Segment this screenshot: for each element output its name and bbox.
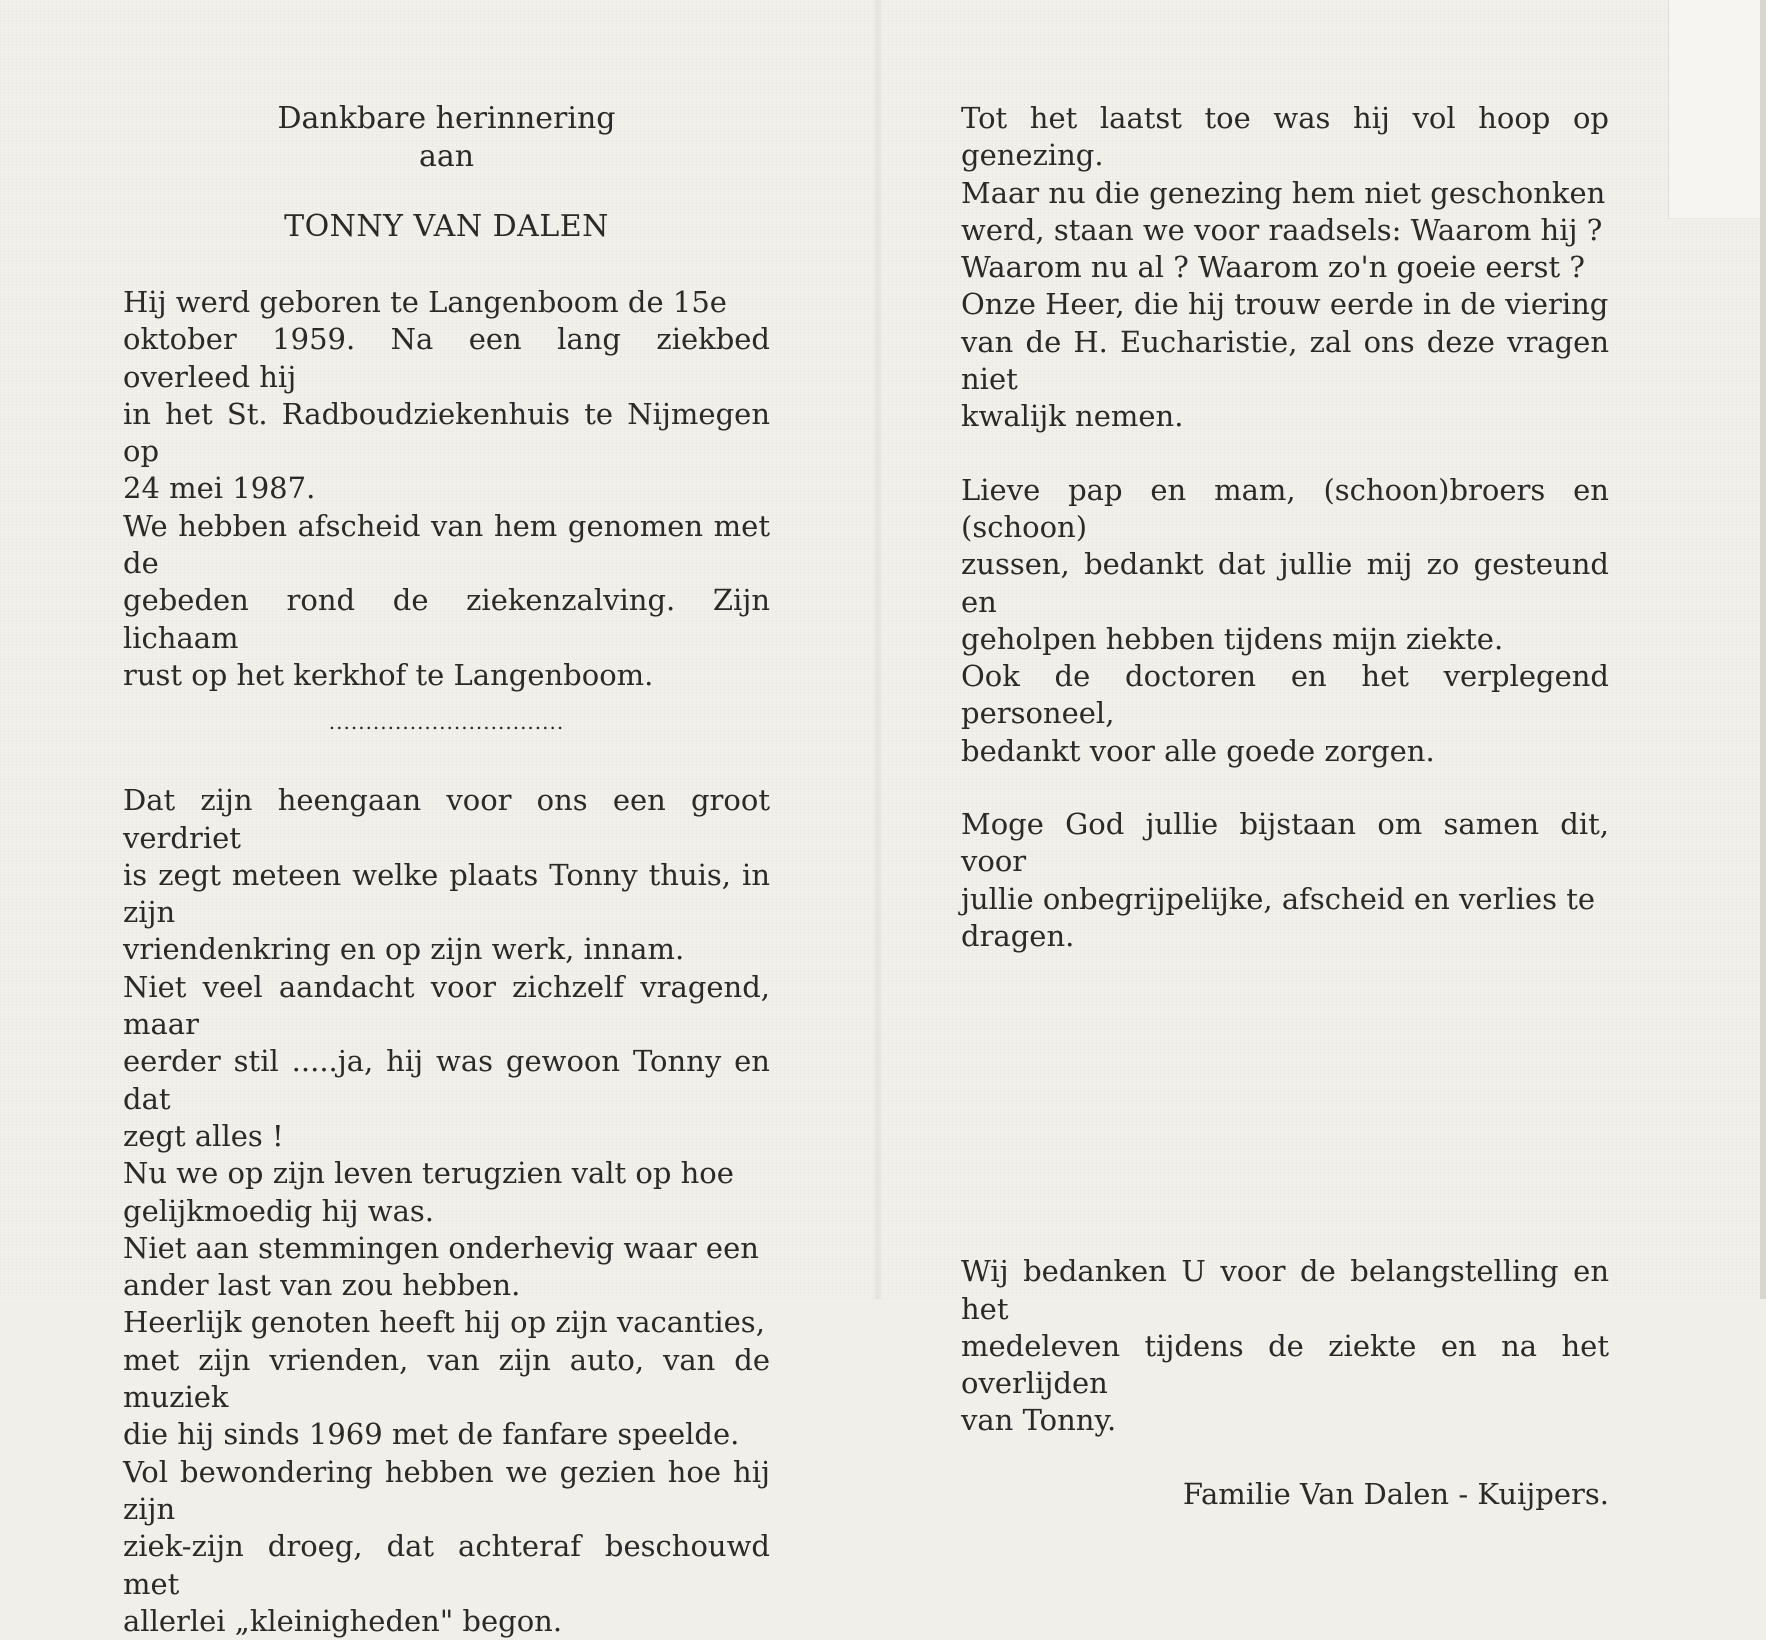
text-line: Moge God jullie bijstaan om samen dit, voor bbox=[961, 807, 1609, 879]
birth-death-paragraph bbox=[123, 284, 770, 694]
text-line: oktober 1959. Na een lang ziekbed overleed hij bbox=[123, 322, 770, 394]
text-line: zussen, bedankt dat jullie mij zo gesteund en bbox=[961, 547, 1609, 619]
text-line: die hij sinds 1969 met de fanfare speelde. bbox=[123, 1417, 740, 1452]
text-line: ziek-zijn droeg, dat achteraf beschouwd met bbox=[123, 1529, 770, 1601]
text-line: Lieve pap en mam, (schoon)broers en (schoon) bbox=[961, 472, 1609, 544]
text-line: gebeden rond de ziekenzalving. Zijn lichaam bbox=[123, 583, 770, 655]
left-panel bbox=[123, 100, 770, 1640]
text-line: We hebben afscheid van hem genomen met de bbox=[123, 508, 770, 581]
text-line: Hij werd geboren te Langenboom de 15e bbox=[123, 285, 727, 319]
text-line: Ook de doctoren en het verplegend personeel, bbox=[961, 659, 1609, 731]
header-line-1: Dankbare herinnering bbox=[277, 101, 616, 136]
blessing-paragraph bbox=[961, 806, 1609, 955]
text-line: Niet veel aandacht voor zichzelf vragend, maar bbox=[123, 969, 770, 1042]
text-line: Tot het laatst toe was hij vol hoop op genezing. bbox=[961, 101, 1609, 173]
card-edge bbox=[1760, 0, 1766, 1299]
text-line: eerder stil .....ja, hij was gewoon Tonny en dat bbox=[123, 1044, 770, 1116]
text-line: werd, staan we voor raadsels: Waarom hij ? bbox=[961, 212, 1603, 247]
text-line: bedankt voor alle goede zorgen. bbox=[961, 733, 1435, 768]
text-line: dragen. bbox=[961, 918, 1075, 953]
text-line: rust op het kerkhof te Langenboom. bbox=[123, 657, 654, 692]
thanks-family-paragraph bbox=[961, 472, 1609, 770]
text-line: Vol bewondering hebben we gezien hoe hij zijn bbox=[123, 1454, 770, 1526]
text-line: van de H. Eucharistie, zal ons deze vragen niet bbox=[961, 324, 1609, 397]
text-line: jullie onbegrijpelijke, afscheid en verlies te bbox=[961, 881, 1596, 916]
remembrance-paragraph bbox=[123, 782, 770, 1640]
text-line: Onze Heer, die hij trouw eerde in de viering bbox=[961, 287, 1609, 322]
text-line: allerlei „kleinigheden" begon. bbox=[123, 1603, 563, 1638]
text-line: Waarom nu al ? Waarom zo'n goeie eerst ? bbox=[961, 250, 1585, 285]
text-line: Heerlijk genoten heeft hij op zijn vacanties, bbox=[123, 1305, 765, 1340]
text-line: Nu we op zijn leven terugzien valt op hoe bbox=[123, 1156, 734, 1191]
text-line: van Tonny. bbox=[961, 1403, 1117, 1438]
family-signature: Familie Van Dalen - Kuijpers. bbox=[1182, 1476, 1609, 1511]
text-line: 24 mei 1987. bbox=[123, 471, 316, 506]
header-line-2: aan bbox=[418, 139, 475, 174]
text-line: Maar nu die genezing hem niet geschonken bbox=[961, 175, 1606, 210]
text-line: Niet aan stemmingen onderhevig waar een bbox=[123, 1230, 759, 1265]
text-line: in het St. Radboudziekenhuis te Nijmegen op bbox=[123, 396, 770, 469]
text-line: vriendenkring en op zijn werk, innam. bbox=[123, 932, 685, 967]
dotted-divider: ................................ bbox=[328, 710, 565, 735]
text-line: medeleven tijdens de ziekte en na het overlijden bbox=[961, 1328, 1609, 1401]
hope-paragraph bbox=[961, 100, 1609, 436]
text-line: met zijn vrienden, van zijn auto, van de muziek bbox=[123, 1342, 770, 1415]
text-line: is zegt meteen welke plaats Tonny thuis, in zijn bbox=[123, 857, 770, 930]
card-tab bbox=[1668, 0, 1761, 219]
card-fold bbox=[873, 0, 883, 1299]
text-line: kwalijk nemen. bbox=[961, 399, 1184, 434]
text-line: ander last van zou hebben. bbox=[123, 1268, 521, 1303]
deceased-name: TONNY VAN DALEN bbox=[284, 209, 609, 244]
acknowledgement-paragraph bbox=[961, 1253, 1609, 1439]
text-line: geholpen hebben tijdens mijn ziekte. bbox=[961, 621, 1504, 656]
text-line: Dat zijn heengaan voor ons een groot verdriet bbox=[123, 783, 770, 855]
text-line: gelijkmoedig hij was. bbox=[123, 1193, 434, 1228]
text-line: zegt alles ! bbox=[123, 1118, 284, 1153]
text-line: Wij bedanken U voor de belangstelling en het bbox=[961, 1254, 1609, 1326]
right-panel bbox=[961, 100, 1609, 1513]
